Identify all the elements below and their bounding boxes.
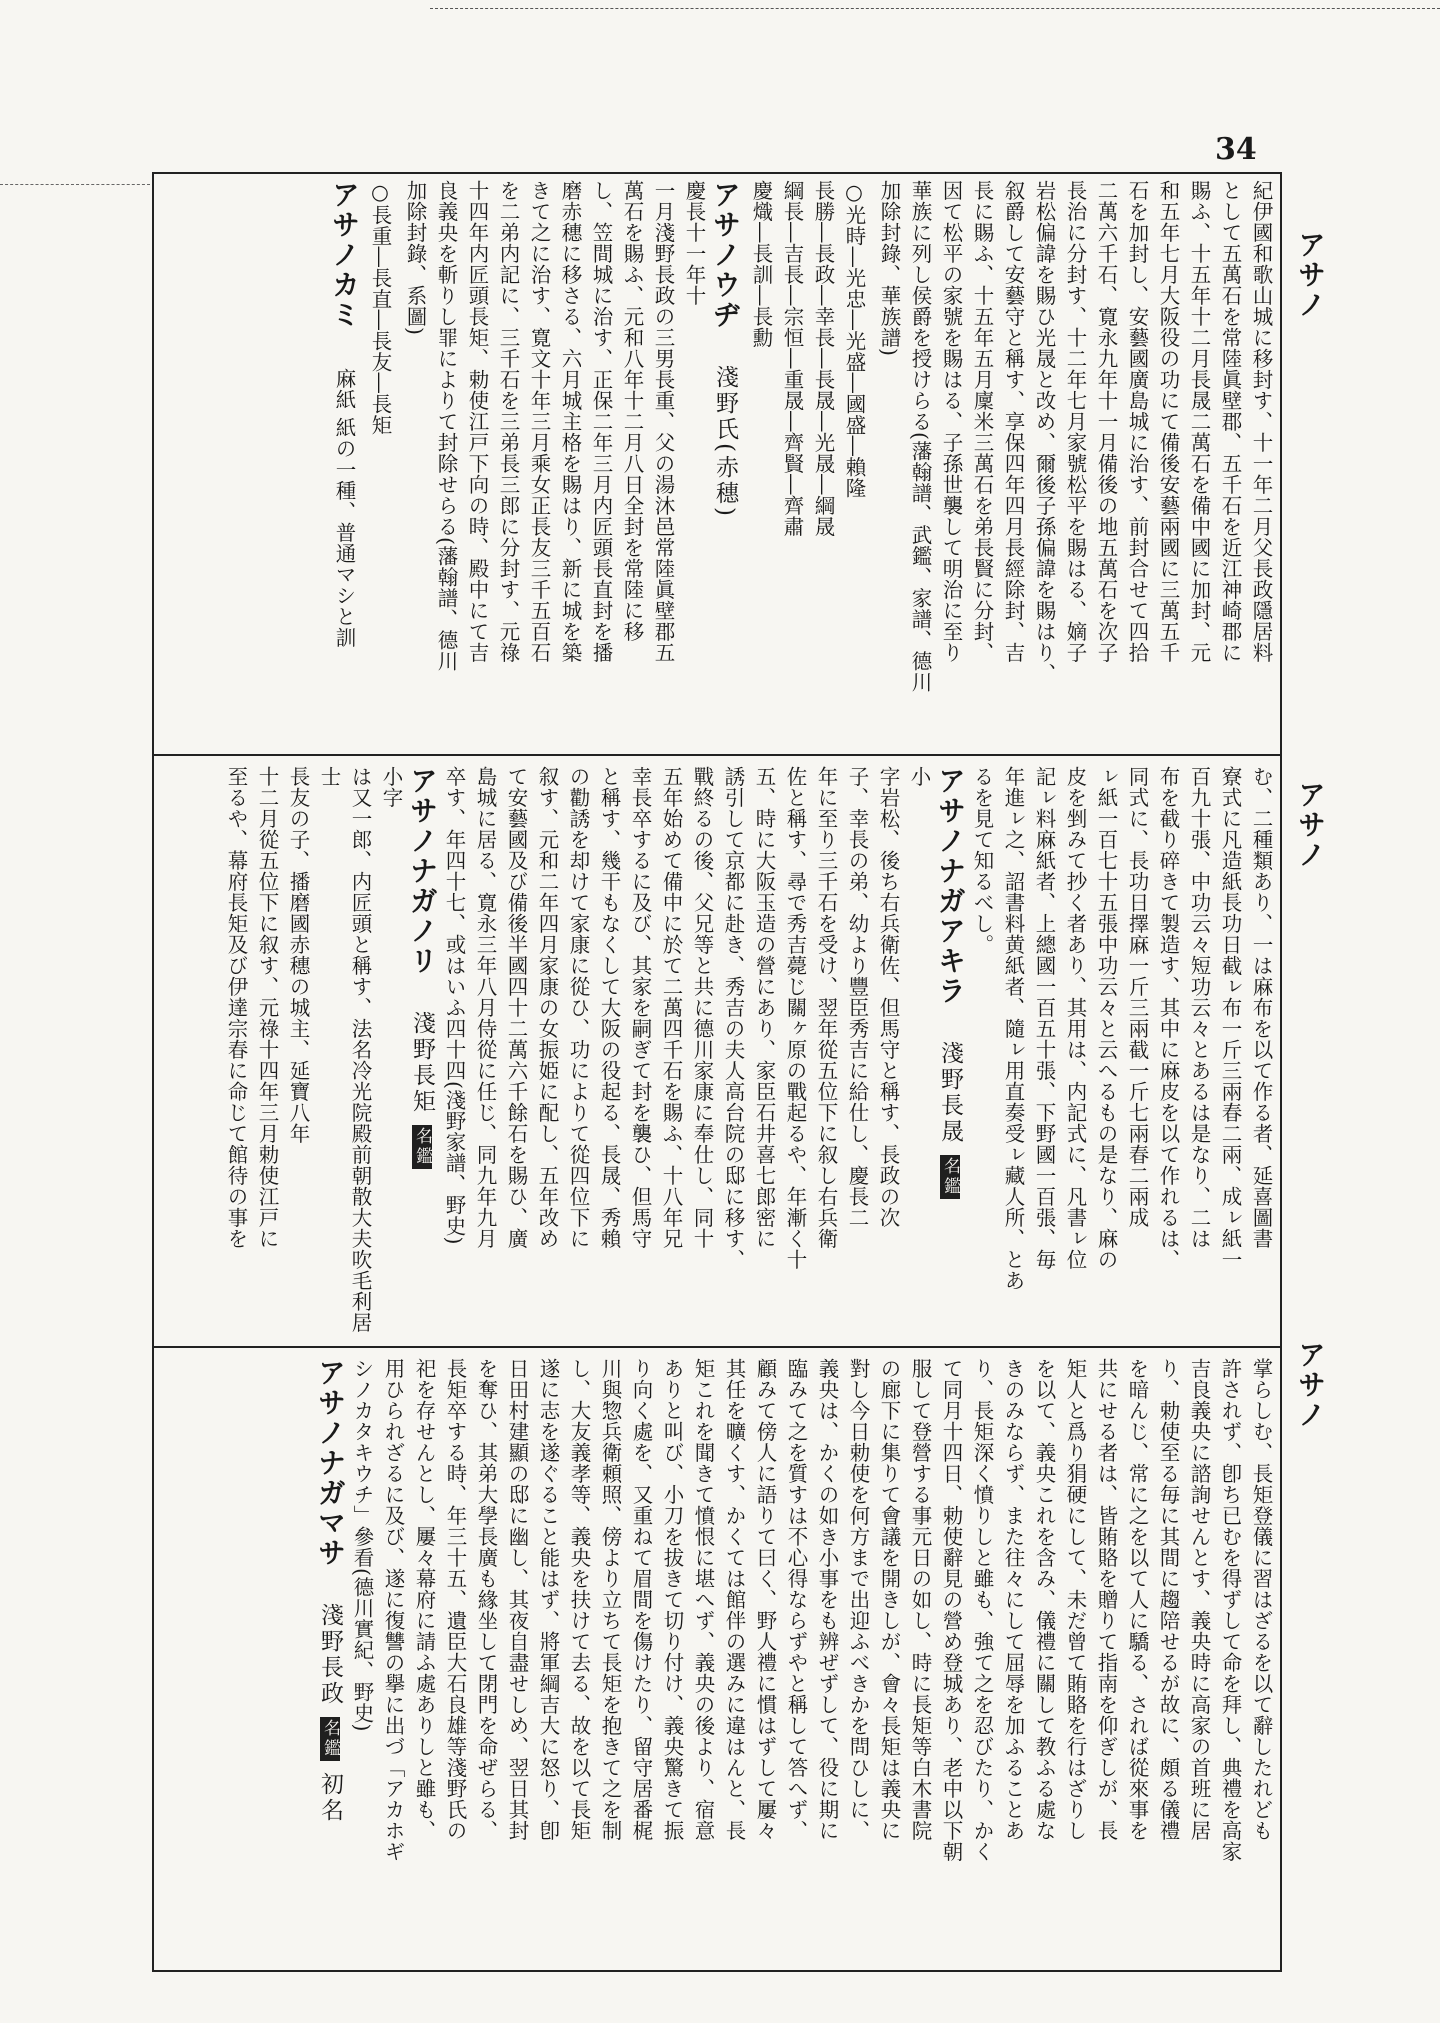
text-line: を二弟内記に、三千石を三弟長三郎に分封す、元祿	[496, 180, 520, 663]
text-line: 一月淺野長政の三男長重、父の湯沐邑常陸眞壁郡五	[651, 180, 675, 663]
entry-heading-asano-kami: アサノカミ	[328, 180, 361, 330]
text-line: 因て松平の家號を賜はる、子孫世襲して明治に至り	[939, 180, 963, 663]
text-line: む、二種類あり、一は麻布を以て作る者、延喜圖書	[1249, 766, 1273, 1249]
text-line: ㇾ紙一百七十五張中功云々と云へるもの是なり、麻の	[1094, 766, 1118, 1270]
text-line: を奪ひ、其弟大學長廣も緣坐して閉門を命ぜらる、	[474, 1358, 498, 1841]
entry-heading-nagamasa: アサノナガマサ	[314, 1358, 347, 1568]
text-line: 華族に列し侯爵を授けらる(藩翰譜、武鑑、家譜、德川	[908, 180, 932, 693]
section-divider-1	[154, 754, 1280, 756]
text-line: 叙す、元和二年四月家康の女振姫に配し、五年改め	[535, 766, 559, 1249]
meikan-badge-1: 名鑑	[940, 1156, 960, 1197]
top-dashed-rule	[430, 8, 1440, 9]
text-line: 良義央を斬りし罪によりて封除せらる(藩翰譜、德川	[434, 180, 458, 672]
text-line: 萬石を賜ふ、元和八年十二月八日全封を常陸に移	[620, 180, 644, 642]
text-line: は又一郎、内匠頭と稱す、法名冷光院殿前朝散大夫吹毛利居士	[317, 766, 372, 1333]
entry-person-row-1	[937, 1041, 963, 1199]
text-line: の勸誘を却けて家康に從ひ、功によりて從四位下に	[566, 766, 590, 1249]
top-section	[160, 180, 1276, 745]
text-line: 寮式に凡造紙長功日截ㇾ布一斤三兩春二兩、成ㇾ紙一	[1218, 766, 1242, 1270]
text-line: 長治に分封す、十二年七月家號松平を賜はる、嫡子	[1063, 180, 1087, 663]
text-line: シノカタキウチ」參看(德川實紀、野史)	[350, 1358, 374, 1732]
text-line: きて之に治す、寛文十年三月乘女正長友三千五百石	[527, 180, 551, 663]
text-line: 對し今日勅使を何方まで出迎ふべきかを問ひしに、	[846, 1358, 870, 1841]
text-line: として五萬石を常陸眞壁郡、五千石を近江神崎郡に	[1218, 180, 1242, 663]
text-line: し、笠間城に治す、正保二年三月内匠頭長直封を播	[589, 180, 613, 663]
text-line: 加除封錄、系圖)	[403, 180, 427, 336]
text-line: 賜ふ、十五年十二月長晟二萬石を備中國に加封、元	[1187, 180, 1211, 663]
genealogy-line: 長勝―長政―幸長―長晟―光晟―綱晟	[811, 180, 835, 537]
text-line: 二萬六千石、寛永九年十一月備後の地五萬石を次子	[1094, 180, 1118, 663]
entry-heading-naga-akira: アサノナガアキラ	[934, 766, 967, 1006]
entry-asano-kami-text: 麻紙 紙の一種、普通マシと訓	[332, 367, 356, 648]
nagamasa-tail-text: 初名	[317, 1771, 343, 1824]
text-line: 岩松偏諱を賜ひ光晟と改め、爾後子孫偏諱を賜はり、	[1032, 180, 1056, 684]
text-line: 叙爵して安藝守と稱す、享保四年四月長經除封、吉	[1001, 180, 1025, 663]
entry-person-row-2	[409, 1011, 435, 1169]
entry-person-naganori: 淺野長矩	[409, 1010, 435, 1115]
side-label-1: アサノ	[1294, 230, 1327, 320]
naganori-paragraph	[220, 766, 406, 1336]
text-line: 字岩松、後ち右兵衛佐、但馬守と稱す、長政の次	[876, 766, 900, 1228]
text-line: 戰終るの後、父兄等と共に德川家康に奉仕し、同十	[690, 766, 714, 1249]
text-line: 其任を曠くす、かくては館伴の選みに違はんと、長	[722, 1358, 746, 1841]
top-paragraph	[873, 180, 1276, 745]
text-line: 和五年七月大阪役の功にて備後安藝兩國に三萬五千	[1156, 180, 1180, 663]
genealogy-line: ○光時―光忠―光盛―國盛―賴隆	[842, 180, 866, 499]
text-line: 石を加封し、安藝國廣島城に治す、前封合せて四拾	[1125, 180, 1149, 663]
naga-akira-paragraph	[438, 766, 934, 1336]
text-line: 掌らしむ、長矩登儀に習はざるを以て辭したれども	[1249, 1358, 1273, 1841]
genealogy-line: 慶熾―長訓―長勳	[749, 180, 773, 348]
left-dashed-mark	[0, 184, 150, 185]
genealogy-chart-2: ○長重―長直―長友―長矩	[368, 180, 392, 436]
text-line: 幸長卒するに及び、其家を嗣ぎて封を襲ひ、但馬守	[628, 766, 652, 1249]
section-divider-2	[154, 1346, 1280, 1348]
text-line: 小字	[379, 766, 403, 808]
page-number: 34	[1215, 132, 1257, 167]
side-label-2: アサノ	[1294, 780, 1327, 870]
text-line: 至るや、幕府長矩及び伊達宗春に命じて館待の事を	[224, 766, 248, 1249]
text-line: 五年始めて備中に於て二萬四千石を賜ふ、十八年兄	[659, 766, 683, 1249]
text-line: の廊下に集りて會議を開きしが、會々長矩は義央に	[877, 1358, 901, 1841]
text-line: て安藝國及び備後半國四十二萬六千餘石を賜ひ、廣	[504, 766, 528, 1249]
meikan-badge-2: 名鑑	[412, 1126, 432, 1167]
text-line: 許されず、卽ち已むを得ずして命を拜し、典禮を高家	[1218, 1358, 1242, 1862]
text-line: 慶長十一年十	[682, 180, 706, 306]
text-line: 長に賜ふ、十五年五月廩米三萬石を弟長賢に分封、	[970, 180, 994, 663]
text-line: 紀伊國和歌山城に移封す、十一年二月父長政隱居料	[1249, 180, 1273, 663]
text-line: 百九十張、中功云々短功云々とあるは是なり、二は	[1187, 766, 1211, 1249]
text-line: 十二月從五位下に叙す、元祿十四年三月勅使江戸に	[255, 766, 279, 1249]
text-line: 矩人と爲り狷硬にして、未だ曾て賄賂を行はざりし	[1063, 1358, 1087, 1841]
middle-section	[160, 766, 1276, 1336]
side-label-3: アサノ	[1294, 1340, 1327, 1430]
genealogy-line: 綱長―吉長―宗恒―重晟―齊賢―齊肅	[780, 180, 804, 537]
text-line: 島城に居る、寛永三年八月侍從に任じ、同九年九月	[473, 766, 497, 1249]
text-line: 年進ㇾ之、詔書料黄紙者、隨ㇾ用直奏受ㇾ藏人所、とあ	[1001, 766, 1025, 1291]
text-line: 布を截り碎きて製造す、其中に麻皮を以て作れるは、	[1156, 766, 1180, 1270]
text-line: 長矩卒する時、年三十五、遺臣大石良雄等淺野氏の	[443, 1358, 467, 1841]
page-frame	[152, 172, 1282, 1972]
text-line: 磨赤穗に移さる、六月城主格を賜はり、新に城を築	[558, 180, 582, 663]
text-line: 記ㇾ料麻紙者、上總國一百五十張、下野國一百張、毎	[1032, 766, 1056, 1270]
text-line: きのみならず、また往々にして屈辱を加ふることあ	[1001, 1358, 1025, 1841]
text-line: を暗んじ、常に之を以て人に驕る、されば從來事を	[1125, 1358, 1149, 1841]
text-line: を以て、義央これを含み、儀禮に關して教ふる處な	[1032, 1358, 1056, 1841]
text-line: 祀を存せんとし、屢々幕府に請ふ處ありしと雖も、	[412, 1358, 436, 1841]
text-line: 誘引して京都に赴き、秀吉の夫人高台院の邸に移す、	[721, 766, 745, 1270]
entry-heading-asano-uji: アサノウヂ	[709, 180, 742, 330]
text-line: 日田村建顯の邸に幽し、其夜自盡せしめ、翌日其封	[505, 1358, 529, 1841]
text-line: 卒す、年四十七、或はいふ四十四(淺野家譜、野史)	[442, 766, 466, 1245]
text-line: 顧みて傍人に語りて曰く、野人禮に慣はずして屢々	[753, 1358, 777, 1841]
bottom-section	[160, 1358, 1276, 1963]
text-line: 子、幸長の弟、幼より豐臣秀吉に給仕し、慶長二	[845, 766, 869, 1228]
text-line: 同式に、長功日擇麻一斤三兩截一斤七兩春二兩成	[1125, 766, 1149, 1228]
entry-person-row-3	[317, 1603, 343, 1824]
entry-person-nagamasa: 淺野長政	[317, 1602, 343, 1707]
text-line: 遂に志を遂ぐること能はず、將軍綱吉大に怒り、卽	[536, 1358, 560, 1841]
text-line: 用ひられざるに及び、遂に復讐の擧に出づ「アカホギ	[381, 1358, 405, 1862]
text-line: し、大友義孝等、義央を扶けて去る、故を以て長矩	[567, 1358, 591, 1841]
text-line: 臨みて之を質すは不心得ならずやと稱して答へず、	[784, 1358, 808, 1841]
meikan-badge-3: 名鑑	[320, 1718, 340, 1759]
entry-heading-naganori: アサノナガノリ	[406, 766, 439, 976]
text-line: 服して登營する事元日の如し、時に長矩等白木書院	[908, 1358, 932, 1841]
text-line: 小	[907, 766, 931, 787]
text-line: 五、時に大阪玉造の營にあり、家臣石井喜七郎密に	[752, 766, 776, 1249]
text-line: 長友の子、播磨國赤穗の城主、延寶八年	[286, 766, 310, 1144]
text-line: 共にせる者は、皆賄賂を贈りて指南を仰ぎしが、長	[1094, 1358, 1118, 1841]
text-line: 川與惣兵衛頼照、傍より立ちて長矩を抱きて之を制	[598, 1358, 622, 1841]
entry-person-naga-akira: 淺野長晟	[937, 1040, 963, 1145]
text-line: 皮を剉みて抄く者あり、其用は、内記式に、凡書ㇾ位	[1063, 766, 1087, 1270]
text-line: 義央は、かくの如き小事をも辨ぜずして、役に期に	[815, 1358, 839, 1841]
text-line: 加除封錄、華族譜)	[877, 180, 901, 357]
text-line: 佐と稱す、尋で秀吉薨じ關ヶ原の戰起るや、年漸く十	[783, 766, 807, 1270]
asano-uji-paragraph	[399, 180, 709, 745]
text-line: るを見て知るべし。	[970, 766, 994, 955]
naganori-continued-paragraph	[346, 1358, 1276, 1963]
text-line: り向く處を、又重ねて眉間を傷けたり、留守居番梶	[629, 1358, 653, 1841]
text-line: 矩これを聞きて憤恨に堪へず、義央の後より、宿意	[691, 1358, 715, 1841]
text-line: り、勅使至る毎に其間に趨陪せるが故に、頗る儀禮	[1156, 1358, 1180, 1841]
text-line: 年に至り三千石を受け、翌年從五位下に叙し右兵衛	[814, 766, 838, 1249]
text-line: ありと叫び、小刀を拔きて切り付け、義央驚きて振	[660, 1358, 684, 1841]
genealogy-chart-1	[745, 180, 869, 745]
entry-person-asano-shi: 淺野氏(赤穗)	[712, 364, 738, 519]
text-line: 吉良義央に諮詢せんとす、義央時に高家の首班に居	[1187, 1358, 1211, 1841]
text-line: と稱す、幾干もなくして大阪の役起る、長晟、秀賴	[597, 766, 621, 1249]
asano-kami-paragraph	[966, 766, 1276, 1336]
text-line: り、長矩深く憤りしと雖も、強て之を忍びたり、かく	[970, 1358, 994, 1862]
text-line: て同月十四日、勅使辭見の營め登城あり、老中以下朝	[939, 1358, 963, 1862]
text-line: 十四年内匠頭長矩、勅使江戸下向の時、殿中にて吉	[465, 180, 489, 663]
